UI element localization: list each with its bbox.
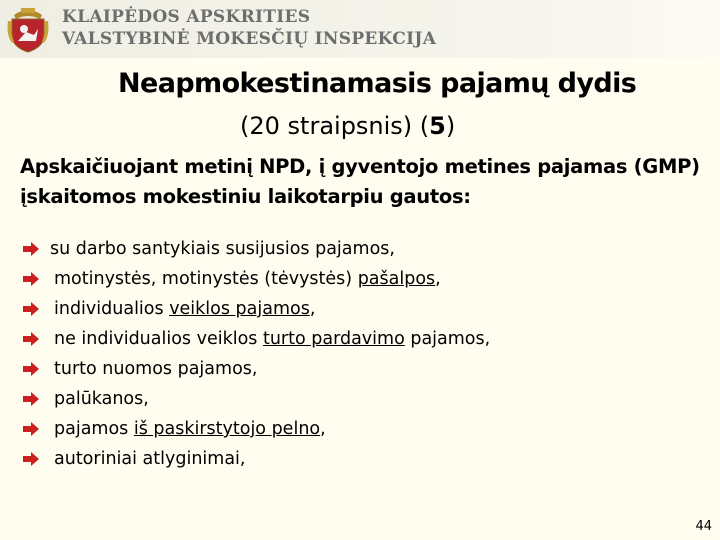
organization-name-line-1: KLAIPĖDOS APSKRITIES <box>62 7 311 27</box>
list-item <box>22 264 490 294</box>
item-underlined: veiklos pajamos <box>169 299 310 319</box>
intro-text: Apskaičiuojant metinį NPD, į gyventojo metines pajamas (GMP) įskaitomos mokestiniu laikotarpiu gautos: <box>20 155 700 208</box>
red-arrow-icon <box>22 302 40 316</box>
list-item <box>22 324 490 354</box>
list-item <box>22 294 490 324</box>
list-item <box>22 384 490 414</box>
item-text-end: pajamos, <box>404 329 491 349</box>
item-text: individualios <box>54 299 170 319</box>
subtitle-prefix: (20 straipsnis) ( <box>240 112 430 140</box>
organization-name-line-2: VALSTYBINĖ MOKESČIŲ INSPEKCIJA <box>62 29 437 49</box>
item-text: palūkanos, <box>54 389 149 409</box>
item-underlined: turto pardavimo <box>262 329 405 349</box>
red-arrow-icon <box>22 452 40 466</box>
subtitle-suffix: ) <box>445 112 456 140</box>
page-number: 44 <box>695 519 712 534</box>
item-text: pajamos <box>54 419 134 439</box>
slide-title: Neapmokestinamasis pajamų dydis <box>118 68 637 99</box>
item-text-end: , <box>309 299 316 319</box>
subtitle-number: 5 <box>429 112 446 140</box>
red-arrow-icon <box>22 332 40 346</box>
list-item <box>22 234 490 264</box>
red-arrow-icon <box>22 392 40 406</box>
item-text: autoriniai atlyginimai, <box>54 449 246 469</box>
income-list <box>22 234 490 474</box>
header-band <box>0 0 720 58</box>
item-text: turto nuomos pajamos, <box>54 359 258 379</box>
item-text-end: , <box>435 269 441 289</box>
item-text: ne individualios veiklos <box>54 329 263 349</box>
red-arrow-icon <box>22 242 40 256</box>
item-text-end: , <box>320 419 326 439</box>
item-text: su darbo santykiais susijusios pajamos, <box>50 239 395 259</box>
item-underlined: pašalpos <box>357 269 436 289</box>
red-arrow-icon <box>22 422 40 436</box>
item-underlined: iš paskirstytojo pelno <box>133 419 321 439</box>
coat-of-arms-icon <box>6 5 50 53</box>
slide-subtitle <box>240 112 455 140</box>
red-arrow-icon <box>22 272 40 286</box>
list-item <box>22 354 490 384</box>
list-item <box>22 444 490 474</box>
red-arrow-icon <box>22 362 40 376</box>
list-item <box>22 414 490 444</box>
item-text: motinystės, motinystės (tėvystės) <box>54 269 358 289</box>
